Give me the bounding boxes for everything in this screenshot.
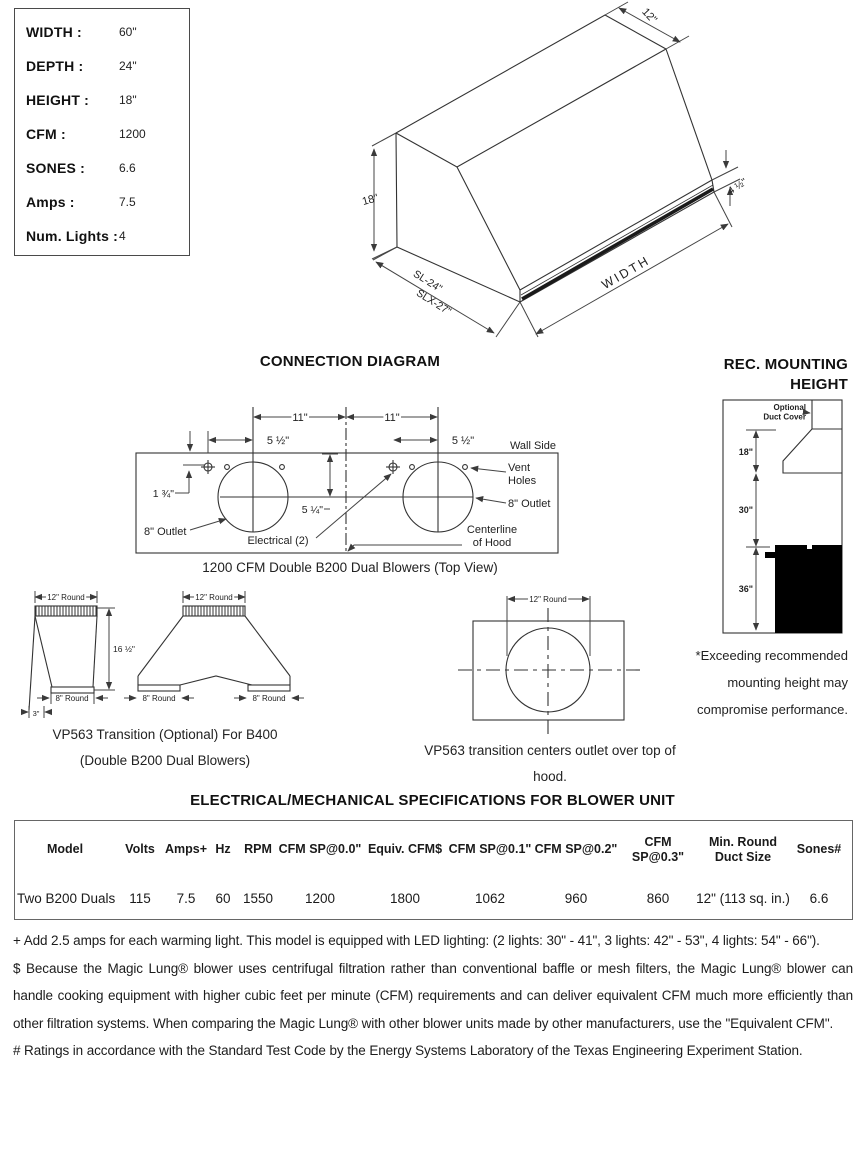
outlet-caption-line2: hood. (533, 769, 567, 784)
vp563-caption-line2: (Double B200 Dual Blowers) (79, 753, 251, 768)
outlet-caption (415, 738, 685, 790)
spec-row-lights (15, 219, 189, 253)
footnote-ratings: # Ratings in accordance with the Standard Test Code by the Energy Systems Laboratory of the Texas Engineering Experiment Station. (13, 1043, 803, 1058)
dimensions-spec-box (14, 8, 190, 256)
spec-row-height (15, 83, 189, 117)
spec-value: 6.6 (119, 161, 136, 175)
column-header-duct-size: Min. Round Duct Size (708, 834, 778, 864)
vp563-dim-3: 3" (32, 709, 40, 718)
conn-dim-5half-right: 5 ½" (451, 435, 475, 447)
spec-value: 24" (119, 59, 137, 73)
iso-dim-height: 18" (360, 192, 380, 208)
spec-label: Num. Lights : (26, 228, 119, 244)
iso-dim-lip: 4 ½" (726, 176, 750, 198)
column-header-cfm-sp02: CFM SP@0.2" (534, 842, 618, 856)
footnote-cfm: $ Because the Magic Lung® blower uses centrifugal filtration rather than conventional baffle or mesh filters, the Magic Lung® blower can handle cooking equipment with higher cubic feet per minute (CFM) requirements and can deliver equivalent CFM much more efficiently than other filtration systems. When comparing the Magic Lung® with other blower units made by other manufacturers, use the "Equivalent CFM". (13, 960, 853, 1031)
conn-outlet-right-label: 8" Outlet (508, 498, 551, 510)
iso-dim-depth-slx: SLX-27" (413, 287, 454, 318)
conn-dim-11-right: 11" (384, 412, 400, 424)
iso-dim-depth-sl: SL-24" (410, 267, 445, 295)
spec-label: HEIGHT : (26, 92, 90, 108)
spec-value: 7.5 (119, 195, 136, 209)
column-header-amps: Amps+ (164, 842, 208, 856)
conn-centerline-label-2: of Hood (472, 537, 512, 549)
conn-dim-5half-left: 5 ½" (266, 435, 290, 447)
vp563-caption-line1: VP563 Transition (Optional) For B400 (52, 727, 278, 742)
cell-equiv-cfm: 1800 (389, 891, 421, 906)
connection-diagram-caption: 1200 CFM Double B200 Dual Blowers (Top View) (202, 560, 498, 575)
vp563-right-outline (138, 606, 290, 691)
column-header-cfm-sp01: CFM SP@0.1" (448, 842, 532, 856)
spec-value: 1200 (119, 127, 146, 141)
column-header-cfm-sp03: CFM SP@0.3" (631, 834, 685, 864)
cell-cfm-sp00: 1200 (304, 891, 336, 906)
cell-rpm: 1550 (242, 891, 274, 906)
mounting-height-title (700, 355, 848, 394)
column-header-equiv-cfm: Equiv. CFM$ (367, 842, 443, 856)
vp563-dim-12round-left: 12" Round (47, 593, 85, 602)
cell-duct-size: 12" (113 sq. in.) (696, 891, 790, 906)
vp563-transition-drawing (20, 588, 320, 728)
cell-volts: 115 (129, 891, 151, 906)
mounting-title-line1: REC. MOUNTING (723, 356, 848, 373)
outlet-centering-drawing (455, 588, 650, 738)
conn-dim-11-left: 11" (292, 412, 308, 424)
cell-cfm-sp01: 1062 (474, 891, 506, 906)
vp563-dim-8round-2: 8" Round (142, 694, 176, 703)
spec-label: DEPTH : (26, 58, 84, 74)
electrical-knockout-right (386, 460, 400, 474)
connection-diagram-title: CONNECTION DIAGRAM (259, 353, 441, 370)
conn-centerline-label-1: Centerline (466, 524, 518, 536)
outlet-outline (458, 608, 641, 734)
cell-cfm-sp02: 960 (564, 891, 588, 906)
mount-duct-label-2: Duct Cover (763, 412, 806, 422)
spec-label: SONES : (26, 160, 85, 176)
vp563-caption (20, 722, 310, 774)
mount-dim-36: 36" (738, 584, 753, 594)
mount-duct-label-1: Optional (773, 403, 806, 412)
spec-label: WIDTH : (26, 24, 82, 40)
spec-row-depth (15, 49, 189, 83)
conn-dim-5quarter: 5 ¼" (301, 504, 323, 516)
cell-sones: 6.6 (809, 891, 829, 906)
cell-cfm-sp03: 860 (646, 891, 670, 906)
mount-dim-18: 18" (738, 447, 753, 457)
spec-value: 4 (119, 229, 126, 243)
spec-table (14, 820, 853, 920)
spec-table-header-row (15, 821, 852, 878)
mounting-note-line2: mounting height may (727, 675, 848, 690)
column-header-rpm: RPM (244, 842, 272, 856)
spec-value: 60" (119, 25, 137, 39)
conn-outlet-left-label: 8" Outlet (144, 526, 187, 538)
cell-amps: 7.5 (176, 891, 196, 906)
conn-vent-label-1: Vent (508, 462, 531, 474)
column-header-volts: Volts (125, 842, 155, 856)
cell-model: Two B200 Duals (17, 891, 116, 906)
spec-row-width (15, 15, 189, 49)
connection-ports (201, 460, 467, 474)
column-header-cfm-sp00: CFM SP@0.0" (278, 842, 362, 856)
mounting-note-line3: compromise performance. (697, 702, 848, 717)
iso-dim-top-depth: 12" (639, 5, 660, 26)
mounting-note (658, 642, 848, 723)
vp563-dim-12round-right: 12" Round (195, 593, 233, 602)
conn-wall-side-label: Wall Side (509, 440, 556, 452)
range-silhouette (765, 545, 842, 633)
electrical-knockout-left (201, 460, 215, 474)
spec-label: CFM : (26, 126, 66, 142)
iso-dim-width: WIDTH (599, 253, 653, 292)
conn-vent-label-2: Holes (508, 475, 537, 487)
spec-row-amps (15, 185, 189, 219)
vp563-dim-height: 16 ½" (113, 644, 135, 654)
conn-electrical-label: Electrical (2) (247, 535, 309, 547)
outlet-caption-line1: VP563 transition centers outlet over top of (424, 743, 676, 758)
vp563-dim-8round-1: 8" Round (55, 694, 89, 703)
spec-label: Amps : (26, 194, 75, 210)
column-header-sones: Sones# (796, 842, 842, 856)
spec-table-title: ELECTRICAL/MECHANICAL SPECIFICATIONS FOR BLOWER UNIT (190, 792, 675, 809)
cell-hz: 60 (215, 891, 231, 906)
footnote-amps: + Add 2.5 amps for each warming light. This model is equipped with LED lighting: (2 lights: 30" - 41", 3 lights: 42" - 53", 4 lights: 54" - 66"). (13, 933, 820, 948)
isometric-hood-drawing (360, 0, 865, 345)
spec-row-sones (15, 151, 189, 185)
connection-diagram-drawing (130, 398, 570, 560)
mounting-note-line1: *Exceeding recommended (695, 648, 848, 663)
conn-dim-1threequarter: 1 ¾" (152, 488, 174, 500)
column-header-hz: Hz (215, 842, 231, 856)
mount-dim-30: 30" (738, 505, 753, 515)
spec-table-data-row (15, 878, 852, 919)
mounting-title-line2: HEIGHT (790, 375, 848, 393)
footnotes (13, 927, 853, 1065)
mounting-height-drawing (718, 396, 850, 638)
spec-row-cfm (15, 117, 189, 151)
outlet-dim-12round: 12" Round (529, 595, 567, 604)
vp563-dim-8round-3: 8" Round (252, 694, 286, 703)
spec-value: 18" (119, 93, 137, 107)
column-header-model: Model (46, 842, 84, 856)
